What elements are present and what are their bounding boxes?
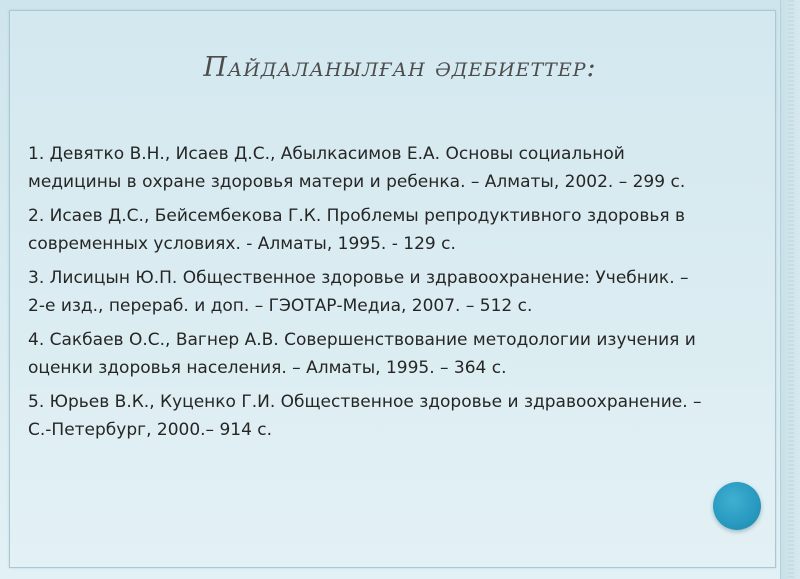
reference-line: С.-Петербург, 2000.– 914 с. (28, 420, 273, 440)
reference-item-2 (28, 202, 773, 258)
slide-title: Пайдаланылған әдебиеттер: (203, 52, 597, 83)
reference-line: 4. Сакбаев О.С., Вагнер А.В. Совершенствование методологии изучения и (28, 330, 696, 350)
reference-line: оценки здоровья населения. – Алматы, 1995. – 364 с. (28, 358, 507, 378)
reference-line: 2-е изд., перераб. и доп. – ГЭОТАР-Медиа, 2007. – 512 с. (28, 296, 533, 316)
reference-line: 1. Девятко В.Н., Исаев Д.С., Абылкасимов Е.А. Основы социальной (28, 144, 625, 164)
right-edge-stripe (788, 0, 794, 579)
reference-line: 2. Исаев Д.С., Бейсембекова Г.К. Проблемы репродуктивного здоровья в (28, 206, 686, 226)
reference-line: современных условиях. - Алматы, 1995. - 129 с. (28, 234, 456, 254)
decorative-circle-icon (713, 482, 761, 530)
reference-item-5 (28, 388, 773, 444)
reference-line: 3. Лисицын Ю.П. Общественное здоровье и здравоохранение: Учебник. – (28, 268, 689, 288)
reference-line: медицины в охране здоровья матери и ребенка. – Алматы, 2002. – 299 с. (28, 172, 686, 192)
reference-line: 5. Юрьев В.К., Куценко Г.И. Общественное здоровье и здравоохранение. – (28, 392, 702, 412)
reference-item-4 (28, 326, 773, 382)
reference-list (28, 140, 773, 450)
reference-item-1 (28, 140, 773, 196)
reference-item-3 (28, 264, 773, 320)
right-edge-panel (780, 0, 800, 579)
